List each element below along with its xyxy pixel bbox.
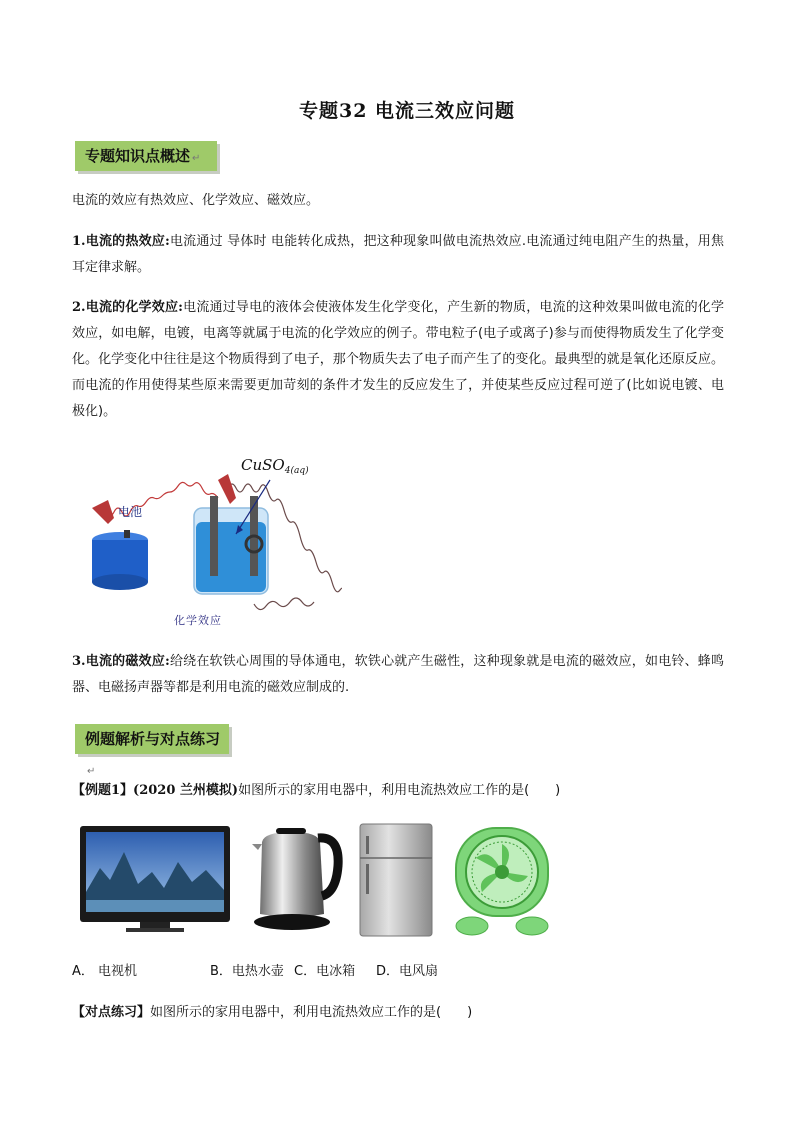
paragraph-mark-icon: ↵ [192,153,201,164]
chemical-effect-figure [78,452,342,634]
formula-label: CuSO$_{4(aq)}$ [241,456,309,476]
clip-left-icon [92,500,114,524]
electric-kettle-image [248,822,344,934]
section-header-label: 专题知识点概述 [85,147,191,165]
electrode-left [210,496,218,576]
page-title: 专题32 电流三效应问题 [298,100,516,122]
example1-source: (2020 兰州模拟) [133,783,239,798]
chemical-effect-label: 2.电流的化学效应: [72,300,183,315]
option-b[interactable]: B．电热水壶 [210,964,284,979]
intro-paragraph: 电流的效应有热效应、化学效应、磁效应。 [72,193,320,208]
answer-options [72,960,438,984]
heat-effect-label: 1.电流的热效应: [72,234,170,249]
example1-text: 如图所示的家用电器中，利用电流热效应工作的是( ) [238,783,561,798]
option-d[interactable]: D．电风扇 [376,964,439,979]
heat-effect-paragraph [72,229,724,281]
example1-tag: 【例题1】 [72,783,134,798]
clip-right-icon [218,474,236,504]
section-header-label: 例题解析与对点练习 [85,730,221,748]
paragraph-mark-icon: ↵ [87,766,96,777]
battery-label: 电池 [118,505,143,519]
practice-question [72,1000,724,1026]
example1-question [72,778,724,804]
option-a[interactable]: A． 电视机 [72,964,138,979]
magnetic-effect-label: 3.电流的磁效应: [72,654,170,669]
chemical-effect-text: 电流通过导电的液体会使液体发生化学变化，产生新的物质，电流的这种效果叫做电流的化学效应，如电解，电镀，电离等就属于电流的化学效应的例子。带电粒子(电子或离子)参与而使得物质发生了化学变化。化学变化中往往是这个物质得到了电子，那个物质失去了电子而产生了的变化。最典型的就是氧化还原反应。而电流的作用使得某些原来需要更加苛刻的条件才发生的反应发生了，并使某些反应过程可逆了(比如说电镀、电极化)。 [72,300,724,419]
heat-effect-text: 电流通过 导体时 电能转化成热，把这种现象叫做电流热效应.电流通过纯电阻产生的热量，用焦耳定律求解。 [72,234,724,275]
magnetic-effect-text: 给绕在软铁心周围的导体通电，软铁心就产生磁性，这种现象就是电流的磁效应，如电铃、蜂鸣器、电磁扬声器等都是利用电流的磁效应制成的. [72,654,724,695]
electric-fan-image [452,822,552,940]
magnetic-effect-paragraph [72,649,724,701]
section-header-overview [75,141,217,171]
option-c[interactable]: C．电冰箱 [294,964,356,979]
tv-image [80,822,232,934]
section-header-examples [75,724,229,777]
figure-caption: 化学效应 [174,614,222,627]
refrigerator-image [356,822,436,940]
practice-text: 如图所示的家用电器中，利用电流热效应工作的是( ) [150,1005,473,1020]
chemical-effect-paragraph [72,295,724,425]
practice-tag: 【对点练习】 [72,1005,151,1020]
